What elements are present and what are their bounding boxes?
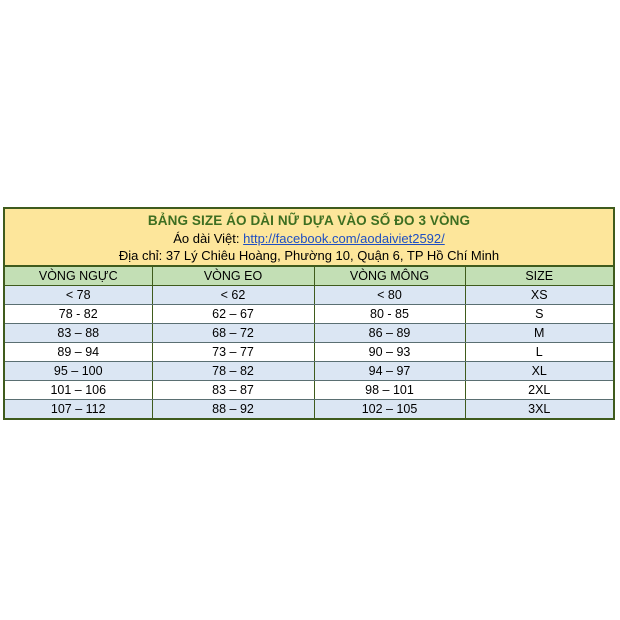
size-cell: XS	[465, 286, 613, 305]
column-header-hip: VÒNG MÔNG	[314, 267, 465, 286]
waist-cell: 88 – 92	[152, 400, 314, 419]
bust-cell: < 78	[5, 286, 152, 305]
table-row	[5, 324, 613, 343]
table-row	[5, 381, 613, 400]
waist-cell: 78 – 82	[152, 362, 314, 381]
size-table-grid	[5, 267, 613, 418]
bust-cell: 101 – 106	[5, 381, 152, 400]
waist-cell: < 62	[152, 286, 314, 305]
bust-cell: 83 – 88	[5, 324, 152, 343]
table-row	[5, 286, 613, 305]
size-cell: 3XL	[465, 400, 613, 419]
waist-cell: 73 – 77	[152, 343, 314, 362]
waist-cell: 68 – 72	[152, 324, 314, 343]
facebook-link[interactable]: http://facebook.com/aodaiviet2592/	[243, 231, 445, 246]
hip-cell: 98 – 101	[314, 381, 465, 400]
size-cell: M	[465, 324, 613, 343]
bust-cell: 107 – 112	[5, 400, 152, 419]
table-row	[5, 343, 613, 362]
waist-cell: 62 – 67	[152, 305, 314, 324]
table-header-block	[5, 209, 613, 267]
size-cell: 2XL	[465, 381, 613, 400]
size-cell: XL	[465, 362, 613, 381]
bust-cell: 89 – 94	[5, 343, 152, 362]
address-line: Địa chỉ: 37 Lý Chiêu Hoàng, Phường 10, Quận 6, TP Hồ Chí Minh	[118, 248, 500, 263]
column-header-size: SIZE	[465, 267, 613, 286]
bust-cell: 78 - 82	[5, 305, 152, 324]
hip-cell: 102 – 105	[314, 400, 465, 419]
hip-cell: 90 – 93	[314, 343, 465, 362]
table-row	[5, 305, 613, 324]
table-row	[5, 362, 613, 381]
hip-cell: 86 – 89	[314, 324, 465, 343]
column-header-waist: VÒNG EO	[152, 267, 314, 286]
shop-line	[5, 230, 613, 247]
size-cell: S	[465, 305, 613, 324]
column-header-row	[5, 267, 613, 286]
bust-cell: 95 – 100	[5, 362, 152, 381]
size-chart-table	[3, 207, 615, 420]
hip-cell: 80 - 85	[314, 305, 465, 324]
waist-cell: 83 – 87	[152, 381, 314, 400]
table-title: BẢNG SIZE ÁO DÀI NỮ DỰA VÀO SỐ ĐO 3 VÒNG	[147, 213, 471, 228]
hip-cell: < 80	[314, 286, 465, 305]
column-header-bust: VÒNG NGỰC	[5, 267, 152, 286]
shop-label: Áo dài Việt:	[173, 231, 244, 246]
table-row	[5, 400, 613, 419]
hip-cell: 94 – 97	[314, 362, 465, 381]
size-cell: L	[465, 343, 613, 362]
